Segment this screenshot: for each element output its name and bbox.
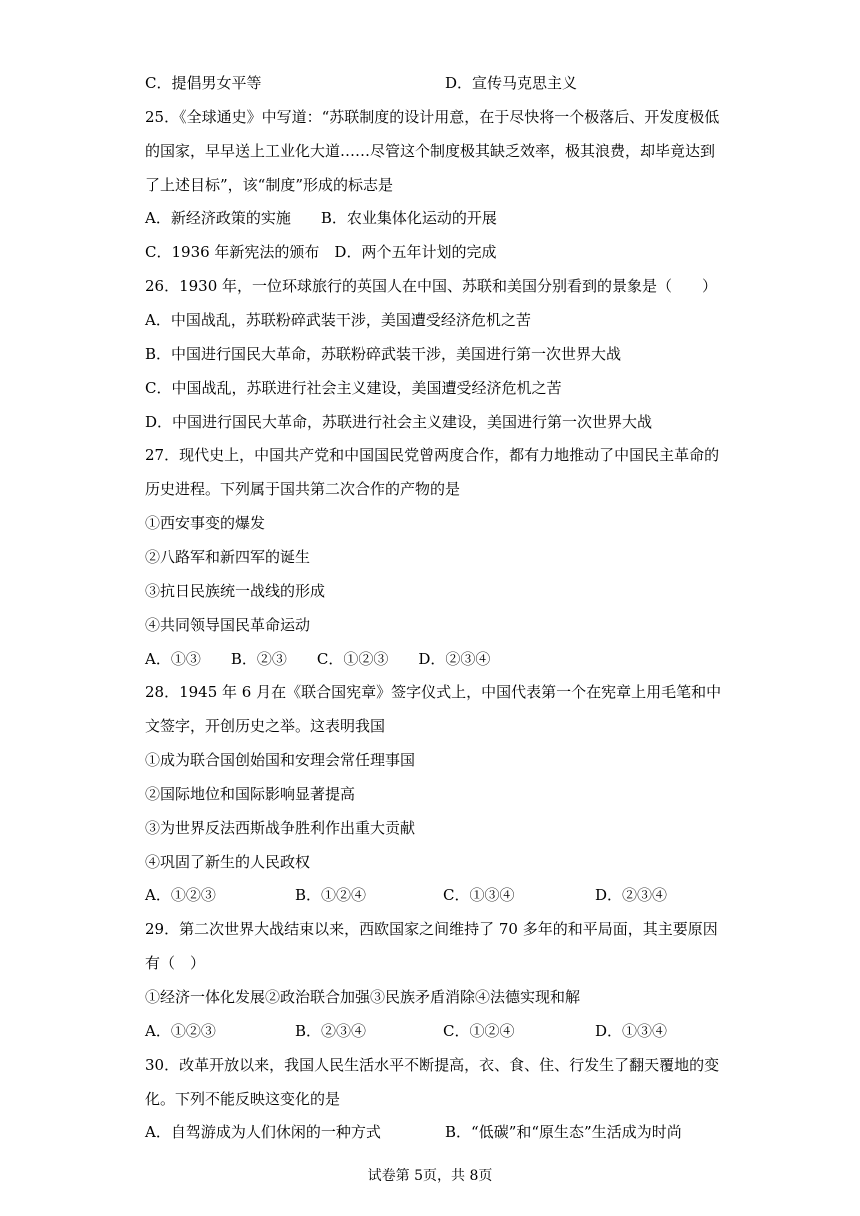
- text-line: C．1936 年新宪法的颁布 D．两个五年计划的完成: [145, 243, 497, 261]
- text-line: [145, 1122, 682, 1142]
- text-line: ①经济一体化发展②政治联合加强③民族矛盾消除④法德实现和解: [145, 988, 581, 1006]
- answer-option: D．①③④: [595, 1022, 668, 1040]
- text-line: B．中国进行国民大革命，苏联粉碎武装干涉，美国进行第一次世界大战: [145, 345, 622, 363]
- text-line: 25．《全球通史》中写道：“苏联制度的设计用意，在于尽快将一个极落后、开发度极低: [145, 108, 720, 126]
- text-line: 30．改革开放以来，我国人民生活水平不断提高，衣、食、住、行发生了翻天覆地的变: [145, 1056, 720, 1074]
- option-left: C．提倡男女平等: [145, 74, 262, 92]
- text-line: 29．第二次世界大战结束以来，西欧国家之间维持了 70 多年的和平局面，其主要原因: [145, 920, 718, 938]
- page-footer: 试卷第 5页，共 8页: [367, 1168, 493, 1184]
- text-line: ①成为联合国创始国和安理会常任理事国: [145, 751, 416, 769]
- text-line: 化。下列不能反映这变化的是: [145, 1090, 341, 1108]
- text-line: ②八路军和新四军的诞生: [145, 548, 311, 566]
- text-line: 有（ ）: [145, 954, 206, 972]
- text-line: ②国际地位和国际影响显著提高: [145, 785, 356, 803]
- option-left: A．自驾游成为人们休闲的一种方式: [145, 1123, 381, 1141]
- text-line: 28．1945 年 6 月在《联合国宪章》签字仪式上，中国代表第一个在宪章上用毛笔和中: [145, 683, 722, 701]
- answer-option: D．②③④: [595, 886, 668, 904]
- text-line: A．中国战乱，苏联粉碎武装干涉，美国遭受经济危机之苦: [145, 311, 531, 329]
- text-line: 26．1930 年，一位环球旅行的英国人在中国、苏联和美国分别看到的景象是（ ）: [145, 277, 718, 295]
- option-right: D．宣传马克思主义: [445, 74, 578, 92]
- text-line: 文签字，开创历史之举。这表明我国: [145, 717, 386, 735]
- text-line: 的国家，早早送上工业化大道……尽管这个制度极其缺乏效率，极其浪费，却毕竟达到: [145, 142, 716, 160]
- text-line: D．中国进行国民大革命，苏联进行社会主义建设，美国进行第一次世界大战: [145, 413, 653, 431]
- text-line: ④共同领导国民革命运动: [145, 616, 311, 634]
- option-right: B．“低碳”和“原生态”生活成为时尚: [445, 1123, 682, 1141]
- text-line: ①西安事变的爆发: [145, 514, 266, 532]
- text-line: C．中国战乱，苏联进行社会主义建设，美国遭受经济危机之苦: [145, 379, 562, 397]
- text-line: A．①③ B．②③ C．①②③ D．②③④: [145, 650, 491, 668]
- answer-option: B．①②④: [295, 886, 367, 904]
- text-line: [145, 73, 578, 93]
- answer-option: B．②③④: [295, 1022, 367, 1040]
- text-line: 了上述目标”，该“制度”形成的标志是: [145, 176, 394, 194]
- text-line: ④巩固了新生的人民政权: [145, 853, 311, 871]
- answer-option: A．①②③: [145, 886, 216, 904]
- answer-option: C．①②④: [443, 1022, 515, 1040]
- answer-option: A．①②③: [145, 1022, 216, 1040]
- text-line: 27．现代史上，中国共产党和中国国民党曾两度合作，都有力地推动了中国民主革命的: [145, 446, 720, 464]
- text-line: 历史进程。下列属于国共第二次合作的产物的是: [145, 480, 461, 498]
- text-line: ③抗日民族统一战线的形成: [145, 582, 326, 600]
- text-line: ③为世界反法西斯战争胜利作出重大贡献: [145, 819, 416, 837]
- answer-option: C．①③④: [443, 886, 515, 904]
- text-line: A．新经济政策的实施 B．农业集体化运动的开展: [145, 209, 497, 227]
